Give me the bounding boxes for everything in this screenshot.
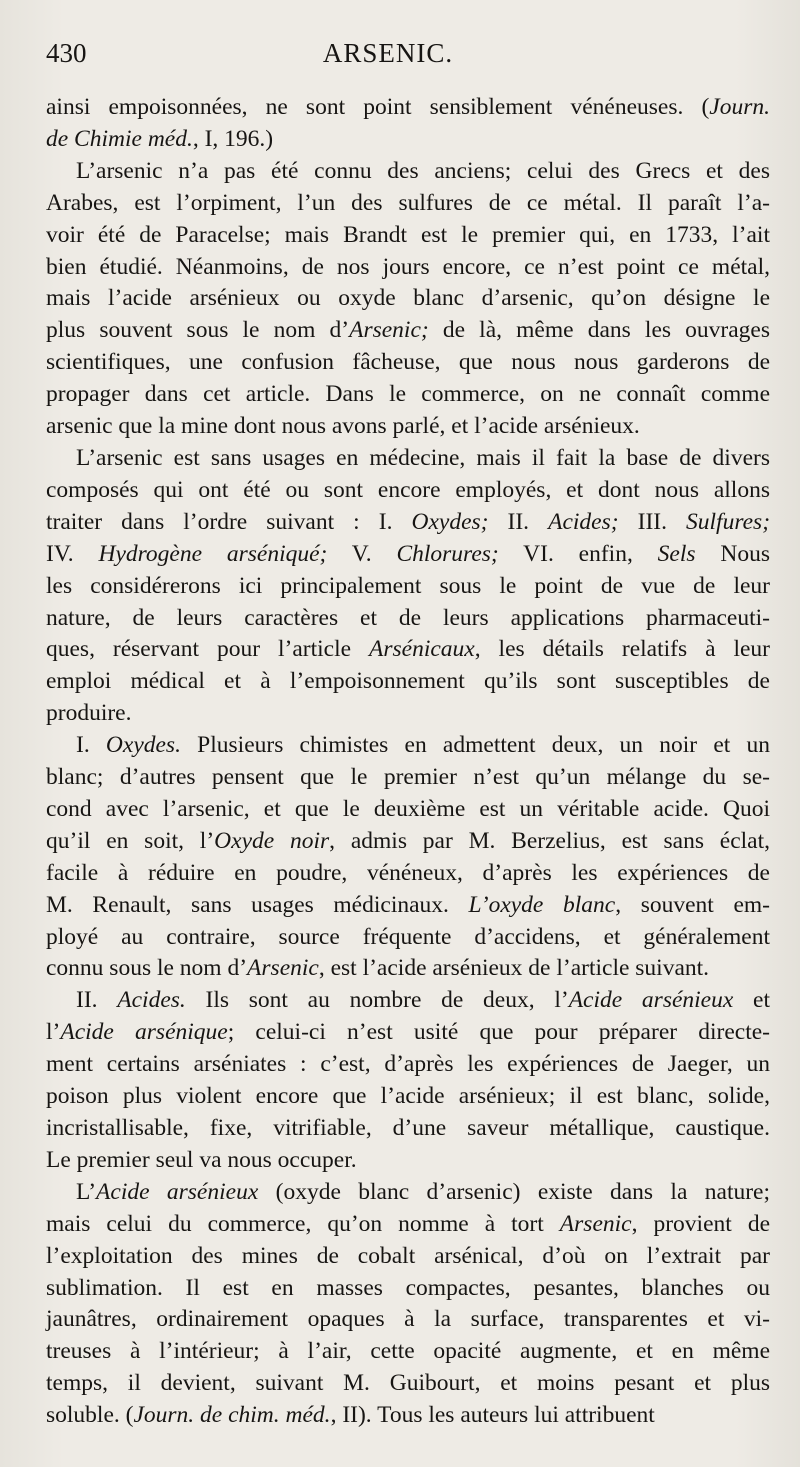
- text-segment: plus souvent sous le nom d’: [46, 317, 350, 344]
- text-segment: Le premier seul va nous occuper.: [46, 1146, 357, 1173]
- italic-text: Sels: [657, 540, 696, 567]
- text-segment: propager dans cet article. Dans le commerce, on ne connaît comme: [46, 381, 770, 408]
- text-segment: qu’il en soit, l’: [46, 827, 215, 854]
- text-line: [46, 1209, 770, 1241]
- text-line: [46, 1049, 770, 1081]
- paragraph: [46, 730, 770, 985]
- italic-text: Acides.: [117, 987, 186, 1014]
- text-line: [46, 1368, 770, 1400]
- paragraph: [46, 1177, 770, 1432]
- text-line: [46, 443, 770, 475]
- text-segment: L’: [76, 1178, 97, 1205]
- text-line: [46, 1177, 770, 1209]
- text-line: [46, 411, 770, 443]
- text-segment: l’exploitation des mines de cobalt arsénical, d’où on l’extrait par: [46, 1242, 770, 1269]
- italic-text: Acide arsénieux: [96, 1178, 259, 1205]
- text-line: [46, 347, 770, 379]
- text-segment: voir été de Paracelse; mais Brandt est le premier qui, en 1733, l’ait: [46, 221, 770, 248]
- italic-text: Sulfures;: [686, 508, 771, 535]
- text-line: [46, 826, 770, 858]
- text-segment: IV.: [46, 540, 99, 567]
- text-segment: jaunâtres, ordinairement opaques à la surface, transparentes et vi-: [46, 1306, 770, 1333]
- text-line: [46, 124, 770, 156]
- text-line: [46, 953, 770, 985]
- text-segment: II.: [76, 987, 118, 1014]
- text-line: [46, 603, 770, 635]
- paragraph: [46, 92, 770, 156]
- italic-text: Chlorures;: [396, 540, 499, 567]
- text-segment: L’arsenic n’a pas été connu des anciens; celui des Grecs et des: [76, 157, 770, 184]
- text-segment: les considérerons ici principalement sous le point de vue de leur: [46, 572, 770, 599]
- italic-text: Hydrogène arséniqué;: [98, 540, 328, 567]
- text-segment: cond avec l’arsenic, et que le deuxième est un véritable acide. Quoi: [46, 795, 770, 822]
- text-line: [46, 794, 770, 826]
- text-segment: ment certains arséniates : c’est, d’après les expériences de Jaeger, un: [46, 1051, 770, 1078]
- text-line: [46, 985, 770, 1017]
- text-segment: , II). Tous les auteurs lui attribuent: [330, 1402, 655, 1429]
- italic-text: Arsenic: [559, 1210, 632, 1237]
- text-segment: ployé au contraire, source fréquente d’accidens, et généralement: [46, 923, 770, 950]
- text-line: [46, 762, 770, 794]
- text-segment: III.: [618, 508, 687, 535]
- text-line: [46, 539, 770, 571]
- paragraph: [46, 156, 770, 443]
- text-segment: treuses à l’intérieur; à l’air, cette opacité augmente, et en même: [46, 1338, 770, 1365]
- text-segment: l’: [46, 1019, 61, 1046]
- italic-text: Oxydes;: [411, 508, 489, 535]
- text-segment: Arabes, est l’orpiment, l’un des sulfures de ce métal. Il paraît l’a-: [46, 189, 770, 216]
- text-segment: sublimation. Il est en masses compactes, pesantes, blanches ou: [46, 1274, 770, 1301]
- page-header: [46, 38, 770, 92]
- text-line: [46, 1273, 770, 1305]
- text-segment: blanc; d’autres pensent que le premier n’est qu’un mélange du se-: [46, 764, 770, 791]
- italic-text: Acides;: [548, 508, 619, 535]
- italic-text: Arsenic;: [349, 317, 429, 344]
- text-segment: , I, 196.): [192, 125, 274, 152]
- text-line: [46, 507, 770, 539]
- text-segment: , souvent em-: [615, 891, 771, 918]
- italic-text: Oxyde noir: [214, 827, 330, 854]
- text-line: [46, 922, 770, 954]
- text-segment: Ils sont au nombre de deux, l’: [185, 987, 569, 1014]
- text-segment: Plusieurs chimistes en admettent deux, un noir et un: [180, 732, 771, 759]
- text-segment: II.: [488, 508, 549, 535]
- text-segment: M. Renault, sans usages médicinaux.: [46, 891, 469, 918]
- text-line: [46, 634, 770, 666]
- text-segment: , les détails relatifs à leur: [474, 636, 770, 663]
- text-line: [46, 1400, 770, 1432]
- text-line: [46, 1081, 770, 1113]
- italic-text: Arsénicaux: [369, 636, 475, 663]
- text-line: [46, 188, 770, 220]
- italic-text: Acide arsénique: [60, 1019, 228, 1046]
- text-segment: L’arsenic est sans usages en médecine, mais il fait la base de divers: [76, 444, 770, 471]
- text-line: [46, 1241, 770, 1273]
- text-segment: Nous: [695, 540, 770, 567]
- text-line: [46, 156, 770, 188]
- text-segment: connu sous le nom d’: [46, 955, 248, 982]
- body-text: [46, 92, 770, 1432]
- italic-text: L’oxyde blanc: [468, 891, 616, 918]
- text-segment: de là, même dans les ouvrages: [428, 317, 771, 344]
- text-segment: soluble. (: [46, 1402, 134, 1429]
- text-line: [46, 283, 770, 315]
- text-segment: et: [733, 987, 770, 1014]
- paragraph: [46, 985, 770, 1176]
- text-line: [46, 92, 770, 124]
- text-segment: emploi médical et à l’empoisonnement qu’ils sont susceptibles de: [46, 668, 770, 695]
- text-line: [46, 379, 770, 411]
- text-segment: V.: [327, 540, 397, 567]
- text-segment: ainsi empoisonnées, ne sont point sensiblement vénéneuses. (: [46, 94, 710, 120]
- text-line: [46, 1113, 770, 1145]
- text-segment: (oxyde blanc d’arsenic) existe dans la nature;: [258, 1178, 771, 1205]
- text-line: [46, 220, 770, 252]
- text-segment: temps, il devient, suivant M. Guibourt, et moins pesant et plus: [46, 1370, 770, 1397]
- text-segment: bien étudié. Néanmoins, de nos jours encore, ce n’est point ce métal,: [46, 253, 770, 280]
- paragraph: [46, 443, 770, 730]
- text-line: [46, 666, 770, 698]
- italic-text: Journ. de chim. méd.: [133, 1402, 331, 1429]
- text-line: [46, 252, 770, 284]
- text-segment: ques, réservant pour l’article: [46, 636, 369, 663]
- italic-text: Journ.: [709, 94, 770, 120]
- text-segment: , provient de: [631, 1210, 770, 1237]
- italic-text: Oxydes.: [105, 732, 181, 759]
- text-segment: , admis par M. Berzelius, est sans éclat,: [329, 827, 771, 854]
- text-line: [46, 571, 770, 603]
- text-segment: ; celui-ci n’est usité que pour préparer directe-: [227, 1019, 770, 1046]
- text-segment: mais l’acide arsénieux ou oxyde blanc d’arsenic, qu’on désigne le: [46, 285, 770, 312]
- text-line: [46, 1145, 770, 1177]
- text-segment: produire.: [46, 700, 132, 727]
- text-line: [46, 730, 770, 762]
- text-line: [46, 698, 770, 730]
- text-segment: scientifiques, une confusion fâcheuse, que nous nous garderons de: [46, 349, 770, 376]
- italic-text: Acide arsénieux: [568, 987, 734, 1014]
- text-line: [46, 890, 770, 922]
- text-segment: composés qui ont été ou sont encore employés, et dont nous allons: [46, 476, 770, 503]
- text-segment: poison plus violent encore que l’acide arsénieux; il est blanc, solide,: [46, 1083, 770, 1110]
- text-line: [46, 1304, 770, 1336]
- text-line: [46, 315, 770, 347]
- text-segment: incristallisable, fixe, vitrifiable, d’une saveur métallique, caustique.: [46, 1115, 770, 1141]
- text-segment: mais celui du commerce, qu’on nomme à tort: [46, 1210, 560, 1237]
- italic-text: de Chimie méd.: [46, 125, 193, 152]
- italic-text: Arsenic: [247, 955, 319, 982]
- running-title: ARSENIC.: [322, 38, 454, 68]
- page-number: 430: [46, 38, 87, 68]
- text-segment: , est l’acide arsénieux de l’article suivant.: [318, 955, 710, 982]
- text-segment: traiter dans l’ordre suivant : I.: [46, 508, 412, 535]
- text-segment: arsenic que la mine dont nous avons parlé, et l’acide arsénieux.: [46, 413, 640, 440]
- text-line: [46, 1336, 770, 1368]
- text-line: [46, 858, 770, 890]
- text-segment: facile à réduire en poudre, vénéneux, d’après les expériences de: [46, 859, 770, 886]
- text-segment: nature, de leurs caractères et de leurs applications pharmaceuti-: [46, 604, 770, 631]
- text-segment: VI. enfin,: [498, 540, 658, 567]
- text-segment: I.: [76, 732, 106, 759]
- text-line: [46, 475, 770, 507]
- text-line: [46, 1017, 770, 1049]
